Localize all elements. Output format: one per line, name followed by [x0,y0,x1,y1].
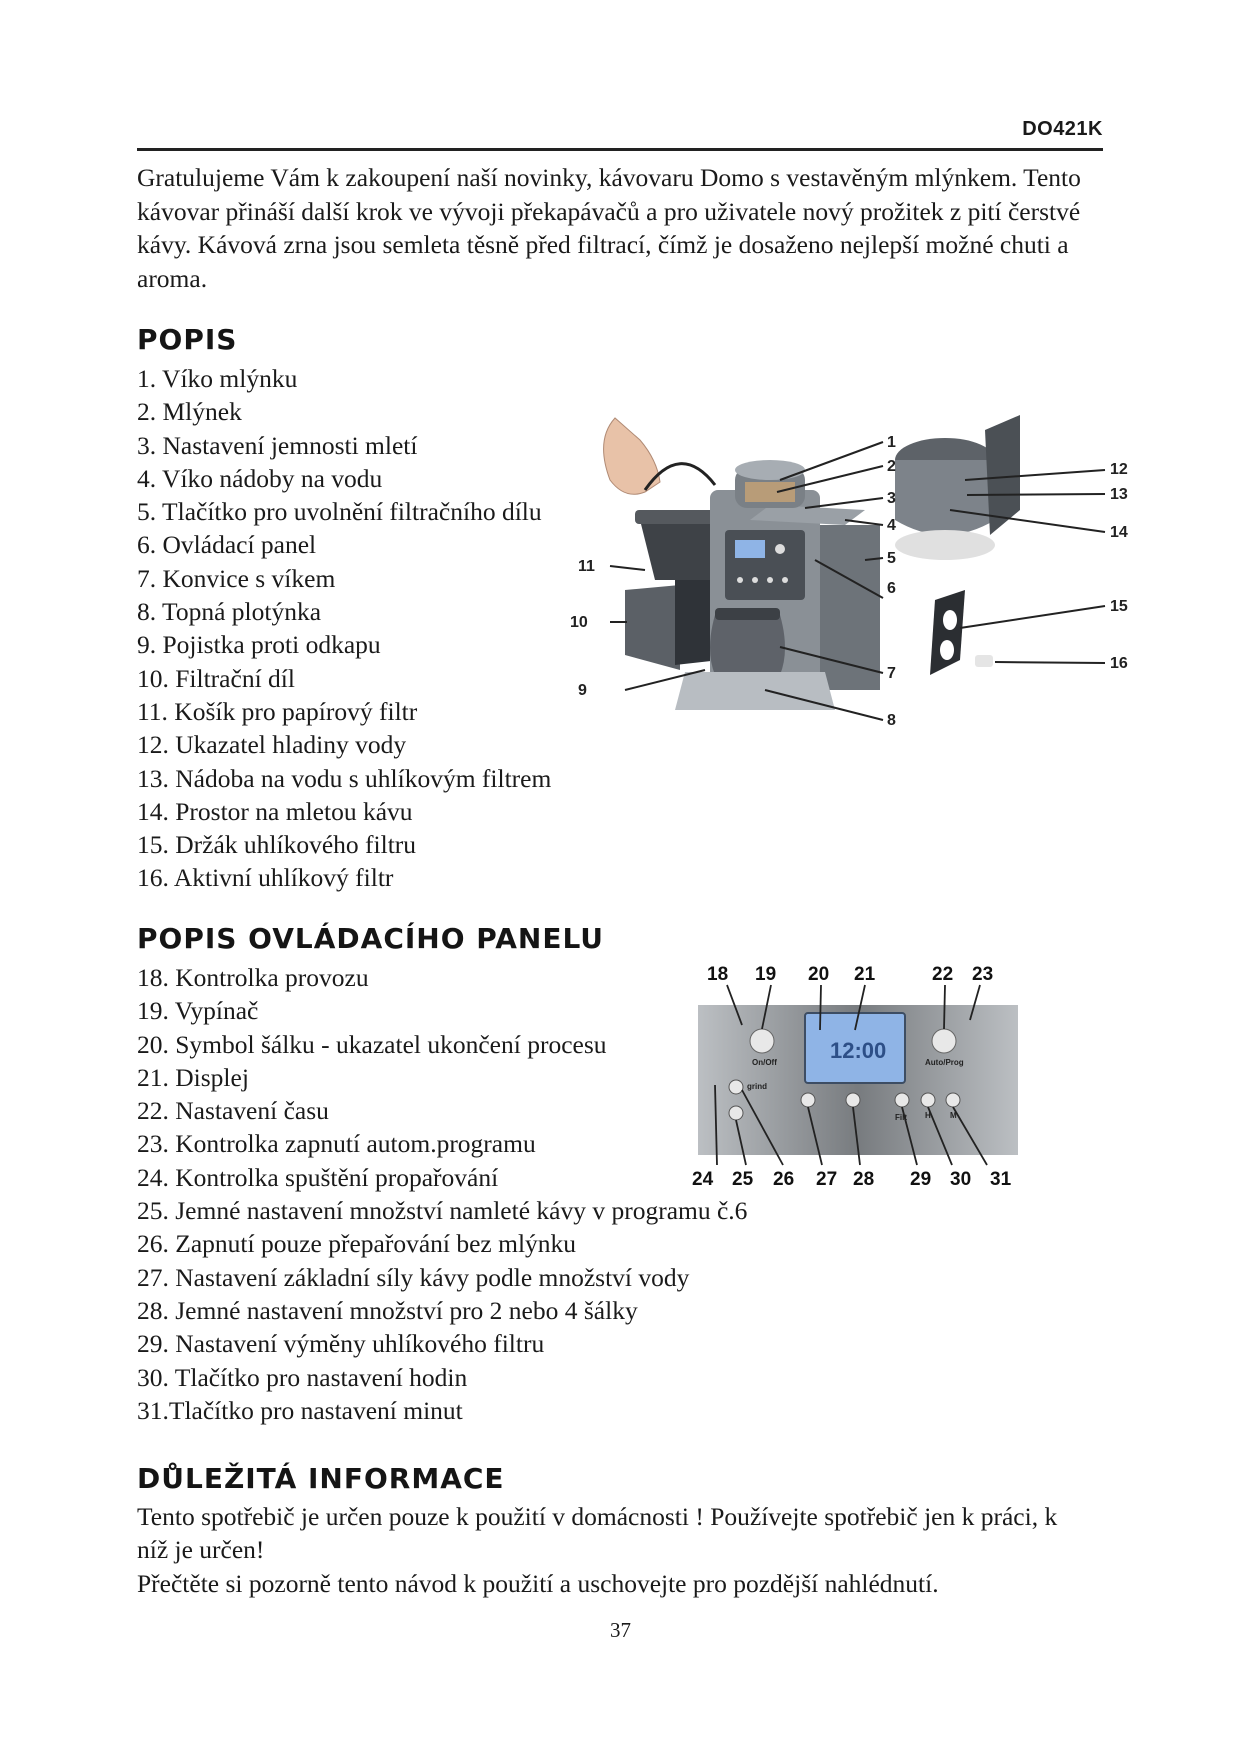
panel-callout-28: 28 [853,1169,875,1190]
panel-callout-20: 20 [808,964,830,985]
panel-callout-19: 19 [755,964,777,985]
list-item: 19. Vypínač [137,996,259,1026]
list-item: 15. Držák uhlíkového filtru [137,830,417,860]
onoff-label: On/Off [752,1058,777,1067]
list-item: 4. Víko nádoby na vodu [137,463,383,493]
callout-1: 1 [887,434,896,451]
callout-7: 7 [887,665,896,682]
callout-15: 15 [1110,598,1128,615]
panel-callout-27: 27 [816,1169,838,1190]
panel-callout-22: 22 [932,964,954,985]
callout-5: 5 [887,550,896,567]
list-item: 9. Pojistka proti odkapu [137,630,381,660]
grind-button[interactable] [729,1080,743,1094]
minute-button[interactable] [946,1093,960,1107]
list-item: 24. Kontrolka spuštění propařování [137,1162,499,1192]
strength-button[interactable] [801,1093,815,1107]
list-item: 30. Tlačítko pro nastavení hodin [137,1362,468,1392]
panel-callout-23: 23 [972,964,994,985]
hour-label: H [925,1111,931,1120]
list-item: 23. Kontrolka zapnutí autom.programu [137,1129,536,1159]
list-item: 28. Jemné nastavení množství pro 2 nebo 4 šálky [137,1295,638,1325]
list-item: 5. Tlačítko pro uvolnění filtračního dílu [137,497,542,527]
list-item: 20. Symbol šálku - ukazatel ukončení procesu [137,1029,607,1059]
list-item: 25. Jemné nastavení množství namleté kávy v programu č.6 [137,1196,748,1226]
hour-button[interactable] [921,1093,935,1107]
list-item: 7. Konvice s víkem [137,563,336,593]
callout-12: 12 [1110,461,1128,478]
list-item: 10. Filtrační díl [137,663,295,693]
list-item: 29. Nastavení výměny uhlíkového filtru [137,1329,545,1359]
onoff-button[interactable] [750,1029,774,1053]
panel-callout-30: 30 [950,1169,972,1190]
list-item: 11. Košík pro papírový filtr [137,696,418,726]
callout-13: 13 [1110,486,1128,503]
parts-list [137,362,551,895]
list-item: 31.Tlačítko pro nastavení minut [137,1395,463,1425]
list-item: 3. Nastavení jemnosti mletí [137,430,418,460]
important-paragraph-2: Přečtěte si pozorně tento návod k použití a uschovejte pro pozdější nahlédnutí. [137,1569,939,1598]
brew-only-button[interactable] [729,1106,743,1120]
list-item: 26. Zapnutí pouze přepařování bez mlýnku [137,1229,577,1259]
panel-callout-29: 29 [910,1169,932,1190]
list-item: 2. Mlýnek [137,397,242,427]
callout-6: 6 [887,580,896,597]
list-item: 8. Topná plotýnka [137,597,322,627]
list-item: 27. Nastavení základní síly kávy podle množství vody [137,1262,690,1292]
important-paragraph-1: Tento spotřebič je určen pouze k použití v domácnosti ! Používejte spotřebič jen k práci, k níž je určen! [137,1502,1058,1565]
model-code: DO421K [1022,118,1103,140]
list-item: 14. Prostor na mletou kávu [137,796,413,826]
panel-callout-25: 25 [732,1169,754,1190]
section-heading-panel: POPIS OVLÁDACÍHO PANELU [137,922,605,955]
coffee-machine-figure [565,410,1165,770]
panel-callout-21: 21 [854,964,876,985]
list-item: 6. Ovládací panel [137,530,317,560]
panel-callout-26: 26 [773,1169,795,1190]
callout-8: 8 [887,712,896,729]
control-panel-figure [690,955,1030,1195]
list-item: 13. Nádoba na vodu s uhlíkovým filtrem [137,763,552,793]
intro-paragraph: Gratulujeme Vám k zakoupení naší novinky, kávovaru Domo s vestavěným mlýnkem. Tento kávovar přináší další krok ve vývoji překapávačů a pro uživatele nový prožitek z pití čerstvé kávy. Kávová zrna jsou semleta těsně před filtrací, čímž je dosaženo nejlepší možné chuti a aroma. [137,163,1081,293]
auto-prog-label: Auto/Prog [925,1058,964,1067]
panel-callout-24: 24 [692,1169,714,1190]
callout-10: 10 [570,614,588,631]
callout-9: 9 [578,682,587,699]
callout-4: 4 [887,517,896,534]
list-item: 21. Displej [137,1062,249,1092]
auto-prog-button[interactable] [932,1029,956,1053]
list-item: 18. Kontrolka provozu [137,963,369,992]
list-item: 16. Aktivní uhlíkový filtr [137,863,394,893]
header-rule [137,148,1103,151]
filter-label: Filt [895,1113,907,1122]
panel-callout-18: 18 [707,964,729,985]
callout-3: 3 [887,490,896,507]
section-heading-popis: POPIS [137,323,238,356]
grind-label: grind [747,1082,767,1091]
callout-11: 11 [578,558,595,575]
callout-2: 2 [887,458,896,475]
section-heading-important: DŮLEŽITÁ INFORMACE [137,1462,505,1495]
minute-label: M [950,1111,957,1120]
callout-16: 16 [1110,655,1128,672]
list-item: 12. Ukazatel hladiny vody [137,730,407,760]
panel-callout-31: 31 [990,1169,1012,1190]
list-item: 1. Víko mlýnku [137,364,298,393]
display-time: 12:00 [830,1038,887,1063]
filter-button[interactable] [895,1093,909,1107]
list-item: 22. Nastavení času [137,1096,329,1126]
cups-button[interactable] [846,1093,860,1107]
page-number: 37 [610,1618,631,1642]
panel-list [137,961,747,1427]
callout-14: 14 [1110,524,1128,541]
